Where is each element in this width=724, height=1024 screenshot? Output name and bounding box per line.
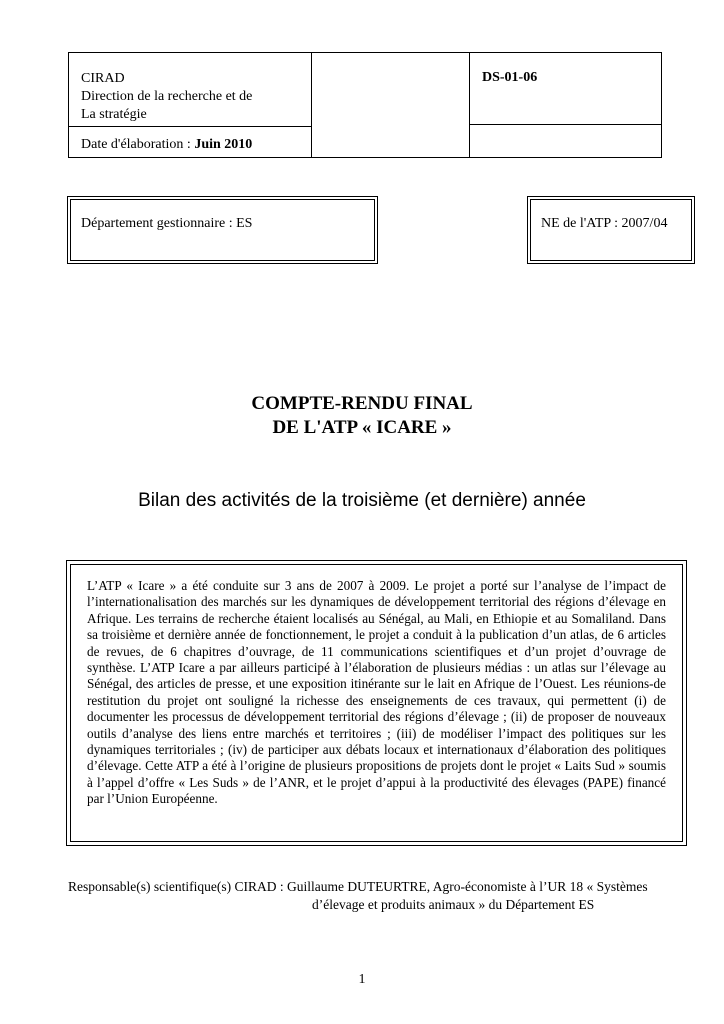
date-cell — [69, 127, 311, 157]
responsible-line1: Responsable(s) scientifique(s) CIRAD : Guillaume DUTEURTRE, Agro-économiste à l’UR 18 « Systèmes — [68, 879, 648, 894]
header-middle-cell — [312, 53, 470, 157]
ne-atp-box: NE de l'ATP : 2007/04 — [530, 199, 692, 261]
reference-code: DS-01-06 — [470, 53, 661, 125]
organization-name: CIRAD — [81, 71, 125, 86]
report-subtitle: Bilan des activités de la troisième (et dernière) année — [138, 490, 586, 511]
page-number: 1 — [358, 972, 366, 987]
responsible-line2: d’élevage et produits animaux » du Département ES — [312, 897, 595, 912]
report-title-line2: DE L'ATP « ICARE » — [272, 417, 452, 438]
date-value: Juin 2010 — [194, 137, 253, 152]
header-table — [68, 52, 662, 158]
organization-cell — [69, 53, 311, 127]
organization-strategy: La stratégie — [81, 107, 147, 122]
scientific-responsible — [68, 878, 678, 914]
organization-direction: Direction de la recherche et de — [81, 89, 253, 104]
date-label: Date d'élaboration : — [81, 137, 195, 152]
department-box: Département gestionnaire : ES — [70, 199, 375, 261]
report-title-line1: COMPTE-RENDU FINAL — [251, 393, 473, 414]
header-empty-cell — [470, 125, 661, 157]
abstract-text: L’ATP « Icare » a été conduite sur 3 ans de 2007 à 2009. Le projet a porté sur l’analyse de l’impact de l’internationalisation des marchés sur les dynamiques de développement territorial des régions d’élevage en Afrique. Les terrains de recherche étaient localisés au Sénégal, au Mali, en Ethiopie et au Somaliland. Dans sa troisième et dernière année de fonctionnement, le projet a conduit à la publication d’un atlas, de 6 articles de revues, de 6 chapitres d’ouvrage, de 11 communications scientifiques et d’un projet d’ouvrage de synthèse. L’ATP Icare a par ailleurs participé à l’élaboration de plusieurs médias : un atlas sur l’élevage au Sénégal, des articles de presse, et une exposition itinérante sur le lait en Afrique de l’Ouest. Les réunions-de restitution du projet ont souligné la richesse des enseignements de ces travaux, qui permettent (i) de documenter les processus de développement territorial des régions d’élevage ; (ii) de proposer de nouveaux outils d’analyse des liens entre marchés et territoires ; (iii) de modéliser l’impact des politiques sur les dynamiques territoriales ; (iv) de participer aux débats locaux et internationaux d’élaboration des politiques d’élevage. Cette ATP a été à l’origine de plusieurs propositions de projets dont le projet « Laits Sud » soumis à l’appel d’offre « Les Suds » de l’ANR, et le projet d’appui à la productivité des élevages (PAPE) financé par l’Union Européenne. — [70, 564, 683, 842]
